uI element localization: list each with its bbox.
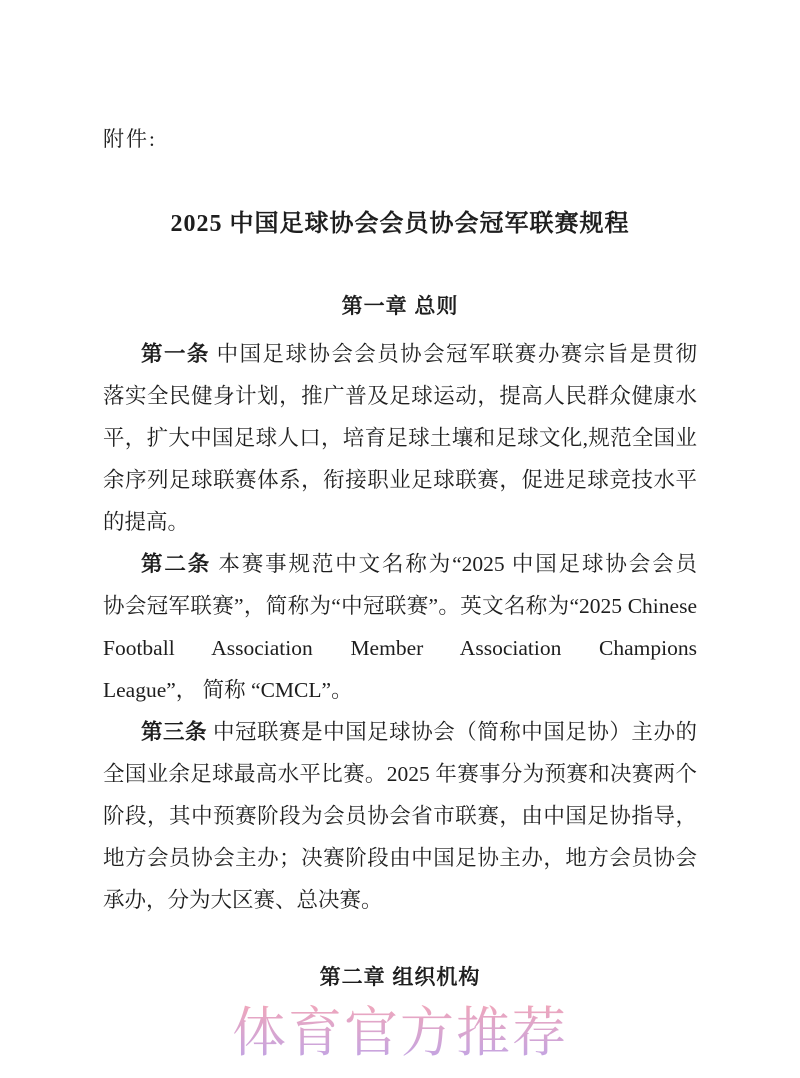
body-line: 承办，分为大区赛、总决赛。	[103, 888, 383, 912]
article-number: 第二条	[141, 552, 212, 576]
body-line: 的提高。	[103, 510, 190, 534]
body-line: 全国业余足球最高水平比赛。2025 年赛事分为预赛和决赛两个	[103, 762, 697, 786]
body-line: 阶段，其中预赛阶段为会员协会省市联赛，由中国足协指导，	[103, 804, 697, 828]
body-line: 第三条 中冠联赛是中国足球协会（简称中国足协）主办的	[141, 720, 697, 744]
chapter-2-heading: 第二章 组织机构	[319, 966, 481, 989]
watermark: 体育官方推荐	[0, 1000, 800, 1066]
body-line: 第二条 本赛事规范中文名称为“2025 中国足球协会会员	[141, 552, 697, 576]
body-line: 第一条 中国足球协会会员协会冠军联赛办赛宗旨是贯彻	[141, 342, 697, 366]
body-line: 余序列足球联赛体系，衔接职业足球联赛，促进足球竞技水平	[103, 468, 697, 492]
article-number: 第三条	[141, 720, 208, 744]
chapter-1-heading: 第一章 总则	[341, 295, 459, 318]
body-line: 平，扩大中国足球人口，培育足球土壤和足球文化,规范全国业	[103, 426, 697, 450]
body-line: Football Association Member Association Champions	[103, 636, 697, 660]
body-line: 协会冠军联赛”，简称为“中冠联赛”。英文名称为“2025 Chinese	[103, 594, 697, 618]
body-line: League”， 简称 “CMCL”。	[103, 678, 353, 702]
body-line: 落实全民健身计划，推广普及足球运动，提高人民群众健康水	[103, 384, 697, 408]
document-body	[103, 333, 697, 921]
attachment-label: 附件:	[103, 127, 157, 151]
article-number: 第一条	[141, 342, 210, 366]
document-title: 2025 中国足球协会会员协会冠军联赛规程	[170, 211, 630, 237]
body-line: 地方会员协会主办；决赛阶段由中国足协主办，地方会员协会	[103, 846, 697, 870]
